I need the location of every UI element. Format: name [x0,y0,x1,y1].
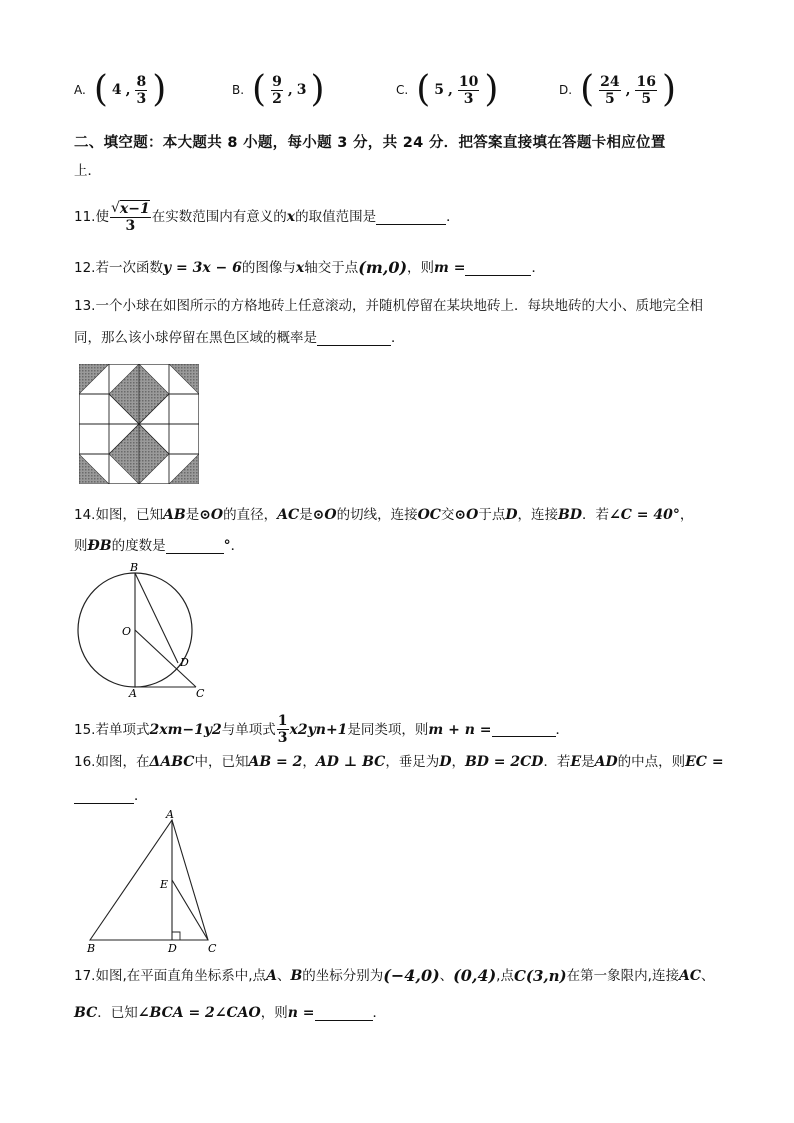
label-o: O [122,625,132,638]
option-a-label: A. [74,83,86,97]
label-d: D [180,656,189,669]
option-c-label: C. [396,83,409,97]
question-14-line1: 14.如图，已知 AB 是 ⊙O 的直径， AC 是 ⊙O 的切线，连接 OC 交 ⊙O 于点 D ，连接 BD ．若 ∠C = 40° ， [74,507,694,523]
sqrt-icon: √ [110,200,120,216]
tile-grid-figure [79,364,199,484]
question-16-line2: ． [74,786,148,806]
question-14-line2: 则 ÐB 的度数是 ° ． [74,538,245,554]
question-11: 11.使 √ x−1 3 在实数范围内有意义的 x 的取值范围是 ． [74,200,460,234]
answer-blank-12[interactable] [465,261,531,276]
option-d-fraction-1: $\frac{24}{5}$ [600,73,620,107]
left-paren: ( [252,69,267,110]
question-17-line2: BC ．已知 ∠BCA = 2∠CAO ，则 n = ． [74,1005,387,1021]
question-12: 12.若一次函数 y = 3x − 6 的图像与 x 轴交于点 (m,0) ，则 m = ． [74,258,545,277]
label-c: C [196,687,205,698]
label-a: A [129,687,137,698]
answer-blank-15[interactable] [492,722,556,737]
option-a-fraction: $\frac{8}{3}$ [136,73,147,107]
right-paren: ) [484,69,499,110]
left-paren: ( [580,69,595,110]
option-c: C. ( 5 , $\frac{10}{3}$ ) [396,69,499,110]
triangle-figure [82,810,230,953]
option-b-label: B. [232,83,245,97]
option-a: A. ( 4 , $\frac{8}{3}$ ) [74,69,167,110]
segment-ec [172,880,208,940]
option-c-fraction: $\frac{10}{3}$ [458,73,479,107]
answer-blank-14[interactable] [166,539,224,554]
section-heading-cont: 上． [74,163,101,179]
option-c-x: 5 [434,82,444,98]
fraction-one-third: $\frac{1}{3}$ [277,713,288,746]
answer-blank-17[interactable] [315,1006,373,1021]
label-d: D [168,942,177,953]
option-b-y: 3 [296,82,307,98]
left-paren: ( [416,69,431,110]
question-16-line1: 16.如图，在 ΔABC 中，已知 AB = 2 ， AD ⊥ BC ，垂足为 D ， BD = 2CD ．若 E 是 AD 的中点，则 EC = [74,754,724,770]
answer-blank-16[interactable] [74,789,134,804]
label-c: C [208,942,217,953]
question-17-line1: 17.如图,在平面直角坐标系中,点 A 、 B 的坐标分别为 (−4,0) 、 (0,4) ,点 C(3,n) 在第一象限内,连接 AC 、 [74,966,715,985]
option-a-x: 4 [111,82,122,98]
question-13-line2: 同，那么该小球停留在黑色区域的概率是 ． [74,330,405,346]
answer-blank-13[interactable] [317,331,391,346]
question-15: 15.若单项式 2x m−1 y 2 与单项式 $\frac{1}{3}$ x 2 y n+1 是同类项，则 m + n = ． [74,713,569,746]
label-a: A [166,810,174,821]
option-d: D. ( $\frac{24}{5}$ , $\frac{16}{5}$ ) [559,69,676,110]
triangle-abc [90,820,208,940]
circle-tangent-figure [76,562,216,698]
option-d-label: D. [559,83,573,97]
left-paren: ( [93,69,108,110]
answer-blank-11[interactable] [376,210,446,225]
sqrt-fraction: √ x−1 3 [110,200,150,234]
section-heading: 二、填空题：本大题共 8 小题，每小题 3 分，共 24 分．把答案直接填在答题卡相应位置 [74,135,666,151]
option-b-fraction: $\frac{9}{2}$ [272,73,282,107]
label-b: B [87,942,96,953]
right-paren: ) [152,69,167,110]
label-b: B [130,562,139,574]
right-paren: ) [661,69,676,110]
right-angle-mark [172,932,180,940]
label-e: E [160,878,169,891]
question-13-line1: 13.一个小球在如图所示的方格地砖上任意滚动，并随机停留在某块地砖上．每块地砖的大小、质地完全相 [74,298,703,314]
option-d-fraction-2: $\frac{16}{5}$ [636,73,656,107]
option-b: B. ( $\frac{9}{2}$ , 3 ) [232,69,325,110]
right-paren: ) [310,69,325,110]
